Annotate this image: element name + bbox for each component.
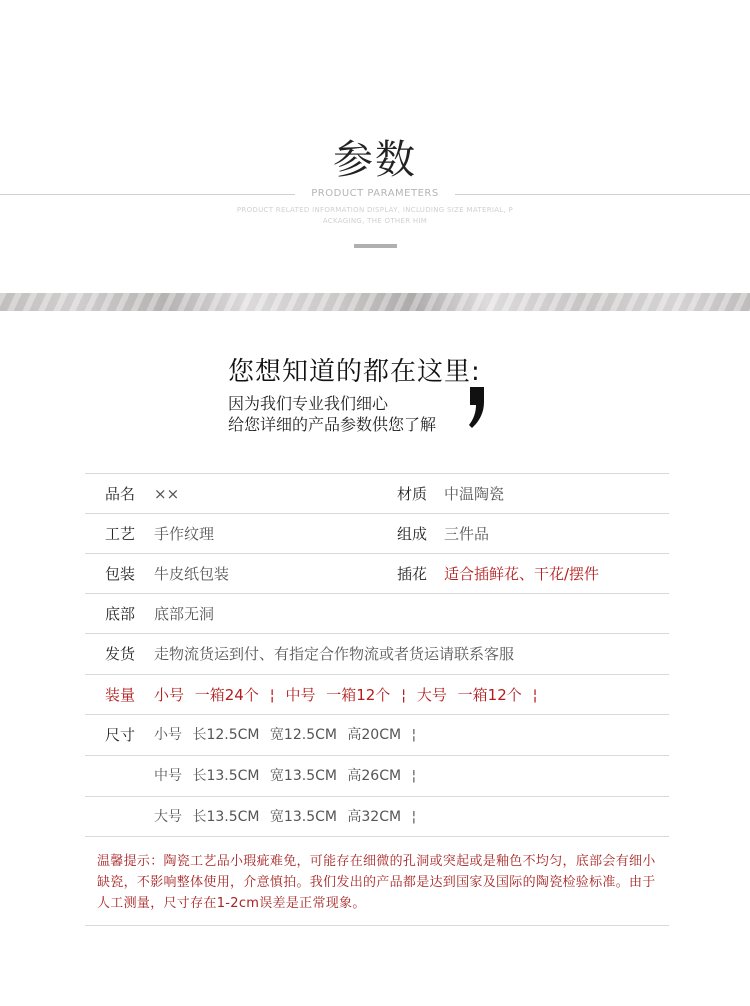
param-label: 品名	[105, 485, 136, 503]
parameters-header	[0, 0, 750, 293]
notice-divider	[85, 925, 669, 926]
param-label: 装量	[105, 686, 136, 704]
param-value: 底部无洞	[154, 605, 215, 623]
page-title: 参数	[333, 137, 417, 183]
param-label: 底部	[105, 605, 136, 623]
param-value: 三件品	[444, 525, 490, 543]
param-label: 发货	[105, 645, 136, 663]
comma-quote-icon	[467, 385, 487, 431]
param-value: ××	[154, 485, 180, 503]
table-row	[85, 593, 669, 633]
table-row	[85, 633, 669, 674]
size-small: 小号 长12.5CM 宽12.5CM 高20CM ¦	[154, 727, 417, 743]
param-label: 组成	[397, 525, 428, 543]
size-large: 大号 长13.5CM 宽13.5CM 高32CM ¦	[154, 809, 417, 825]
param-label: 包装	[105, 565, 136, 583]
table-row	[85, 714, 669, 755]
intro-heading: 您想知道的都在这里:	[228, 357, 481, 387]
table-row	[85, 553, 669, 593]
decorative-banner	[0, 293, 750, 311]
param-value: 适合插鲜花、干花/摆件	[444, 565, 600, 583]
table-row	[85, 473, 669, 513]
page-subtitle-en: PRODUCT PARAMETERS	[311, 188, 439, 199]
page-description-en: PRODUCT RELATED INFORMATION DISPLAY, INCLUDING SIZE MATERIAL, P ACKAGING, THE OTHER HIM	[236, 206, 514, 225]
param-value: 中温陶瓷	[444, 485, 505, 503]
parameter-table	[85, 473, 669, 837]
table-row	[85, 674, 669, 714]
param-value: 牛皮纸包装	[154, 565, 230, 583]
size-medium: 中号 长13.5CM 宽13.5CM 高26CM ¦	[154, 768, 417, 784]
param-value: 小号 一箱24个 ¦ 中号 一箱12个 ¦ 大号 一箱12个 ¦	[154, 686, 538, 704]
table-row	[85, 796, 669, 837]
param-value: 手作纹理	[154, 525, 215, 543]
param-label: 插花	[397, 565, 428, 583]
intro-block	[228, 355, 528, 435]
param-value: 走物流货运到付、有指定合作物流或者货运请联系客服	[154, 645, 515, 663]
intro-line-1: 因为我们专业我们细心	[228, 394, 389, 413]
intro-line-2: 给您详细的产品参数供您了解	[228, 415, 437, 434]
param-label: 工艺	[105, 525, 136, 543]
table-row	[85, 755, 669, 796]
warm-notice: 温馨提示：陶瓷工艺品小瑕疵难免，可能存在细微的孔洞或突起或是釉色不均匀，底部会有细小缺瓷，不影响整体使用，介意慎拍。我们发出的产品都是达到国家及国际的陶瓷检验标准。由于人工测量，尺寸存在1-2cm误差是正常现象。	[97, 854, 656, 911]
param-label: 尺寸	[105, 726, 136, 744]
title-underline-bar	[354, 244, 397, 248]
param-label: 材质	[397, 485, 428, 503]
table-row	[85, 513, 669, 553]
